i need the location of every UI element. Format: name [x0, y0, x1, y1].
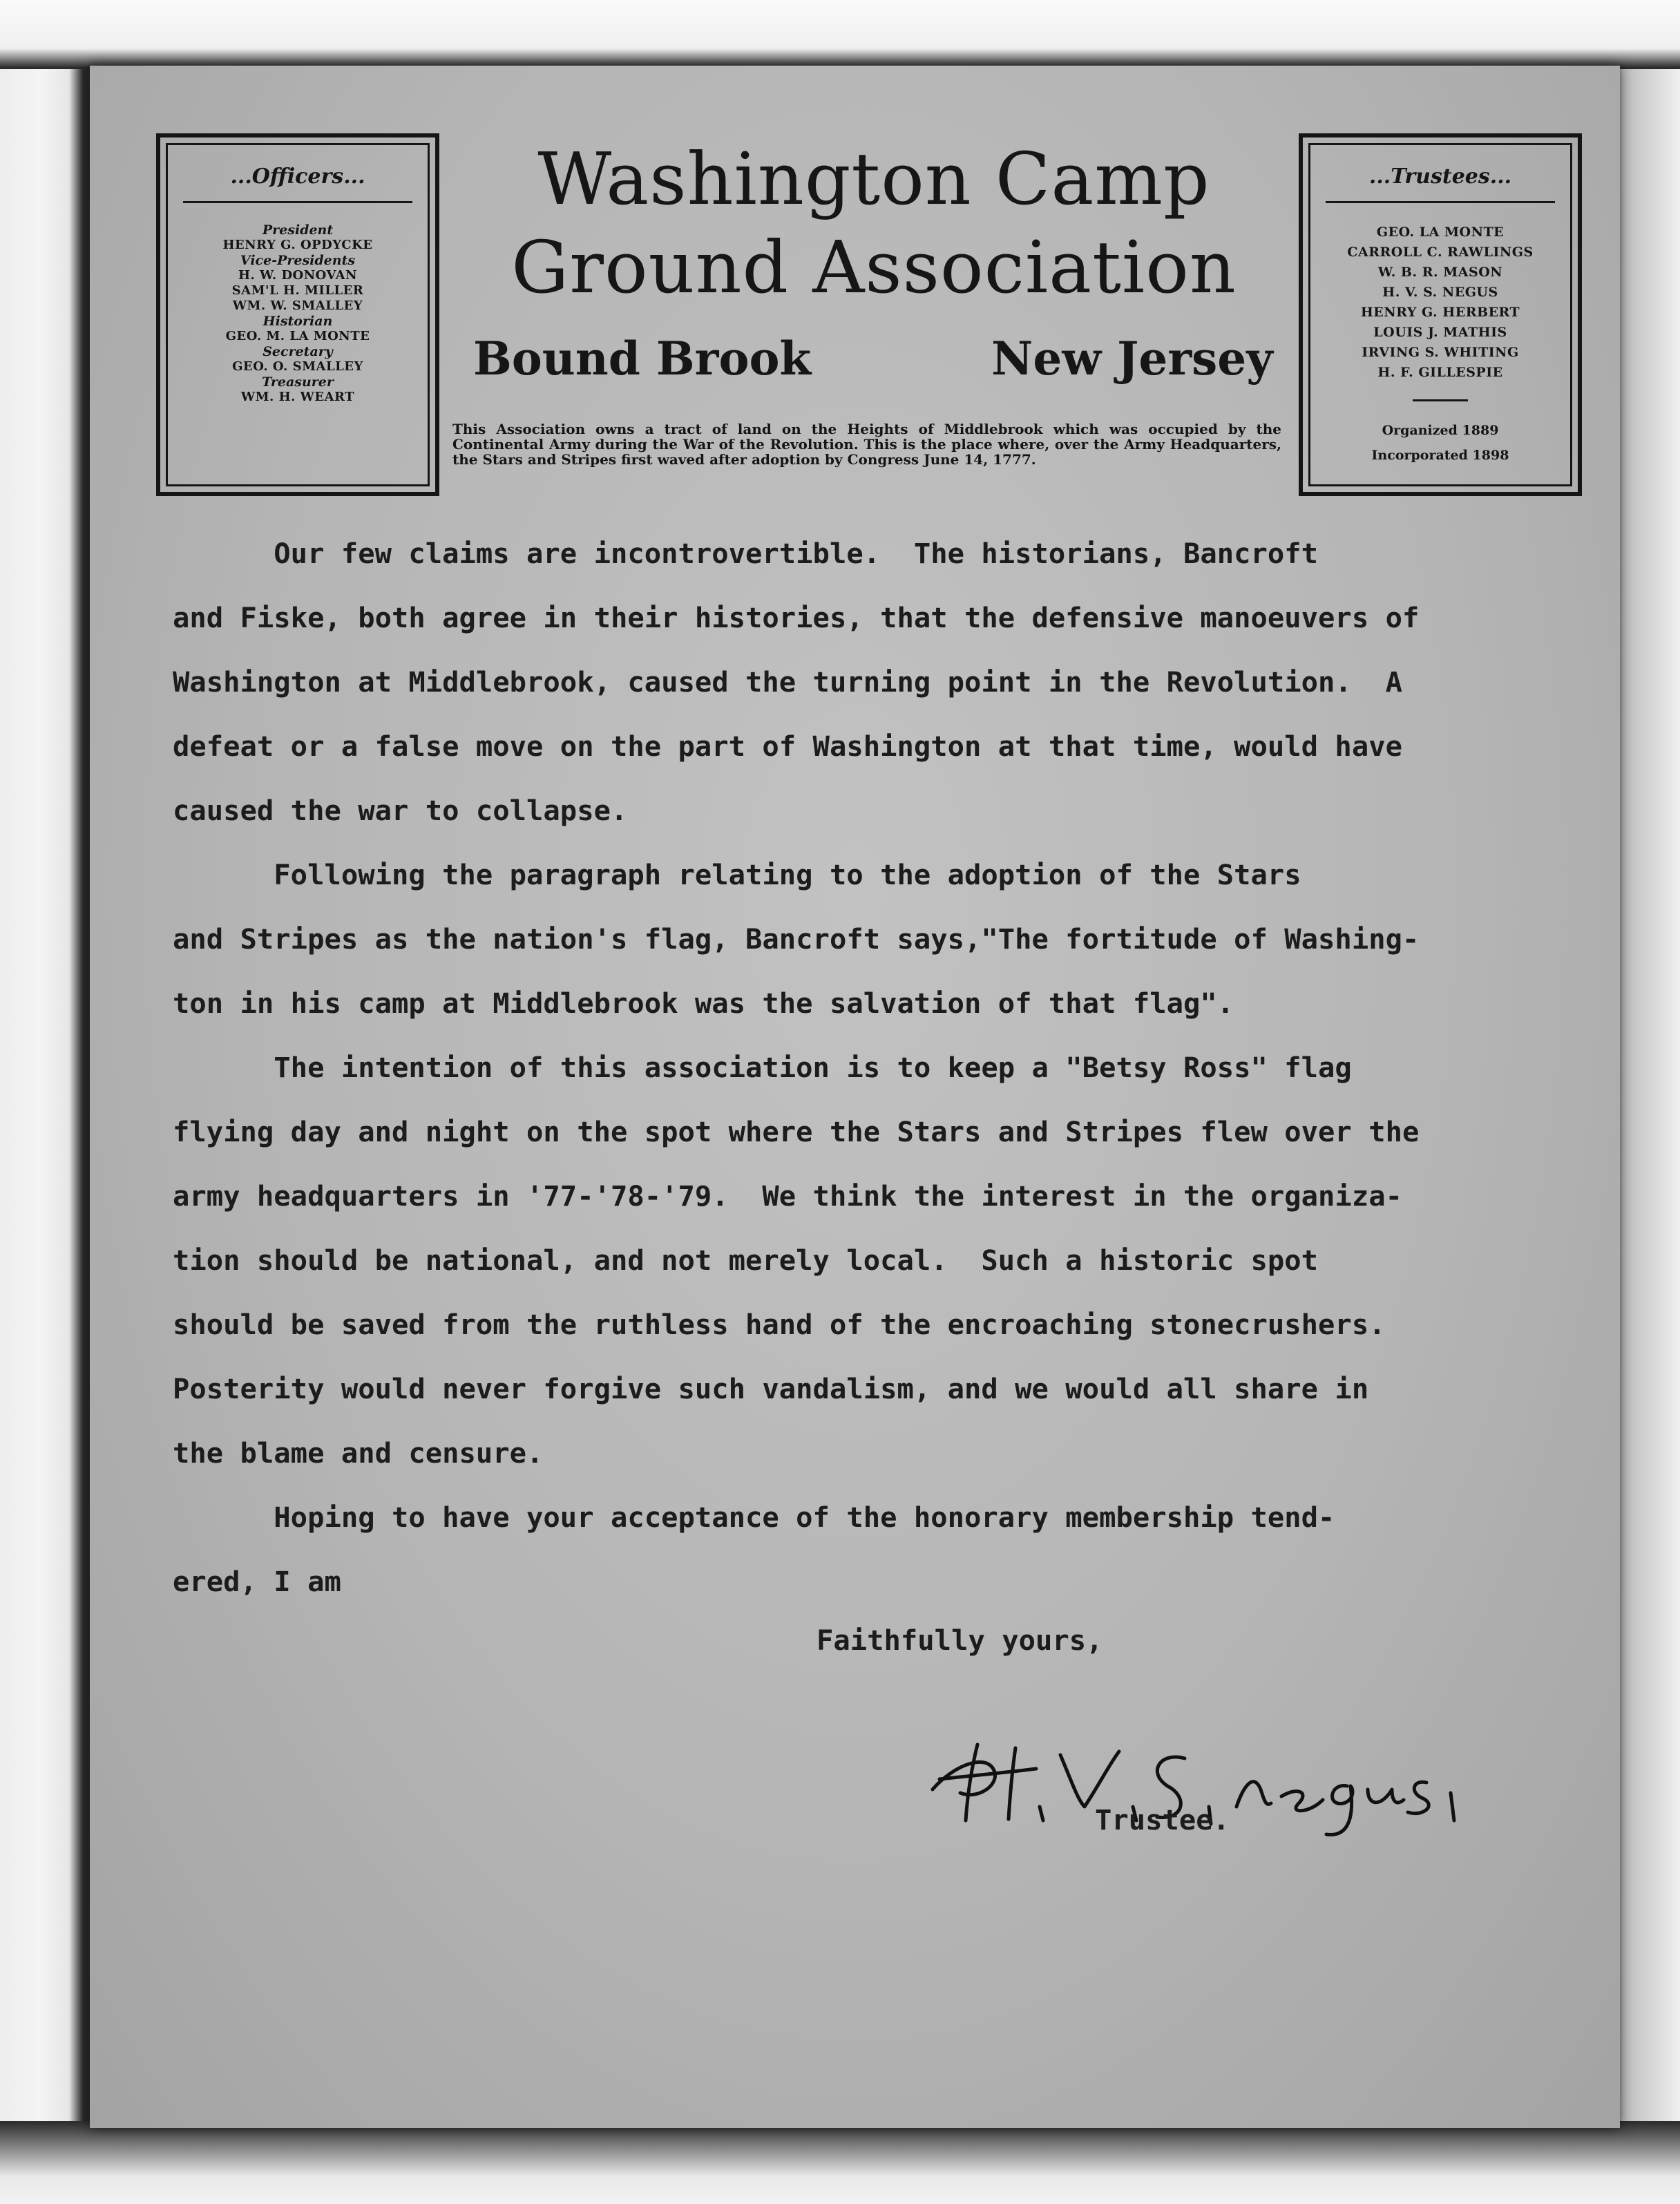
body-line: caused the war to collapse. [173, 794, 628, 827]
body-line: defeat or a false move on the part of Washington at that time, would have [173, 730, 1402, 763]
officer-role: Secretary [262, 344, 333, 359]
body-line: Following the paragraph relating to the adoption of the Stars [173, 858, 1301, 891]
trustees-box-inner [1308, 143, 1572, 486]
body-line: Washington at Middlebrook, caused the turning point in the Revolution. A [173, 665, 1402, 699]
body-line: Posterity would never forgive such vandalism, and we would all share in [173, 1372, 1369, 1405]
closing-salutation: Faithfully yours, [817, 1624, 1103, 1657]
officer-role: Vice-Presidents [240, 253, 356, 268]
body-line: the blame and censure. [173, 1436, 544, 1470]
officer-name: GEO. M. LA MONTE [225, 329, 370, 343]
incorporated-date: Incorporated 1898 [1371, 448, 1509, 463]
trustee-name: LOUIS J. MATHIS [1373, 325, 1507, 340]
body-line: flying day and night on the spot where the Stars and Stripes flew over the [173, 1115, 1420, 1148]
trustee-name: CARROLL C. RAWLINGS [1347, 245, 1534, 260]
place-state: New Jersey [991, 332, 1273, 386]
body-line: tion should be national, and not merely local. Such a historic spot [173, 1244, 1319, 1277]
body-line: army headquarters in '77-'78-'79. We think the interest in the organiza- [173, 1179, 1402, 1213]
trustee-name: HENRY G. HERBERT [1360, 305, 1520, 320]
letterhead-title [477, 135, 1271, 312]
trustees-heading: ...Trustees... [1326, 145, 1555, 203]
trustee-name: H. V. S. NEGUS [1382, 285, 1498, 300]
photo-bottom-margin [0, 2121, 1680, 2204]
body-line: Hoping to have your acceptance of the honorary membership tend- [173, 1501, 1335, 1534]
officer-name: GEO. O. SMALLEY [232, 359, 363, 374]
letter-body [173, 522, 1568, 1614]
officers-box-inner [166, 143, 430, 486]
body-line: The intention of this association is to keep a "Betsy Ross" flag [173, 1051, 1352, 1084]
body-line: Our few claims are incontrovertible. The historians, Bancroft [173, 537, 1319, 570]
officer-name: WM. H. WEART [240, 390, 355, 404]
place-city: Bound Brook [473, 332, 812, 386]
trustees-divider [1413, 399, 1468, 401]
officer-role: Treasurer [262, 374, 334, 390]
trustee-name: H. F. GILLESPIE [1377, 365, 1503, 380]
body-line: and Fiske, both agree in their histories, that the defensive manoeuvers of [173, 601, 1420, 634]
officer-name: WM. W. SMALLEY [232, 298, 363, 313]
officer-name: HENRY G. OPDYCKE [222, 238, 373, 252]
signer-title: Trustee. [1095, 1803, 1230, 1836]
letter-page [90, 66, 1620, 2128]
body-line: ton in his camp at Middlebrook was the salvation of that flag". [173, 987, 1234, 1020]
officers-box [156, 133, 439, 496]
organized-date: Organized 1889 [1382, 423, 1499, 438]
photo-top-margin [0, 0, 1680, 69]
title-line-2: Ground Association [511, 225, 1237, 310]
letterhead-note: This Association owns a tract of land on the Heights of Middlebrook which was occupied by the Continental Army during the War of the Revolution. This is the place where, over the Army Headquarters, the Stars and Stripes first waved after adoption by Congress June 14, 1777. [452, 421, 1281, 468]
officer-name: SAM'L H. MILLER [231, 283, 364, 298]
body-line: and Stripes as the nation's flag, Bancroft says,"The fortitude of Washing- [173, 922, 1420, 956]
trustee-name: IRVING S. WHITING [1362, 345, 1519, 360]
trustee-name: W. B. R. MASON [1377, 265, 1503, 280]
officers-heading: ...Officers... [183, 145, 412, 203]
officer-role: President [262, 222, 334, 238]
title-line-1: Washington Camp [537, 137, 1210, 221]
officer-name: H. W. DONOVAN [238, 268, 358, 283]
officer-role: Historian [262, 314, 333, 329]
trustee-name: GEO. LA MONTE [1376, 225, 1505, 240]
trustees-box [1299, 133, 1582, 496]
body-line: ered, I am [173, 1565, 341, 1598]
body-line: should be saved from the ruthless hand of the encroaching stonecrushers. [173, 1308, 1386, 1341]
